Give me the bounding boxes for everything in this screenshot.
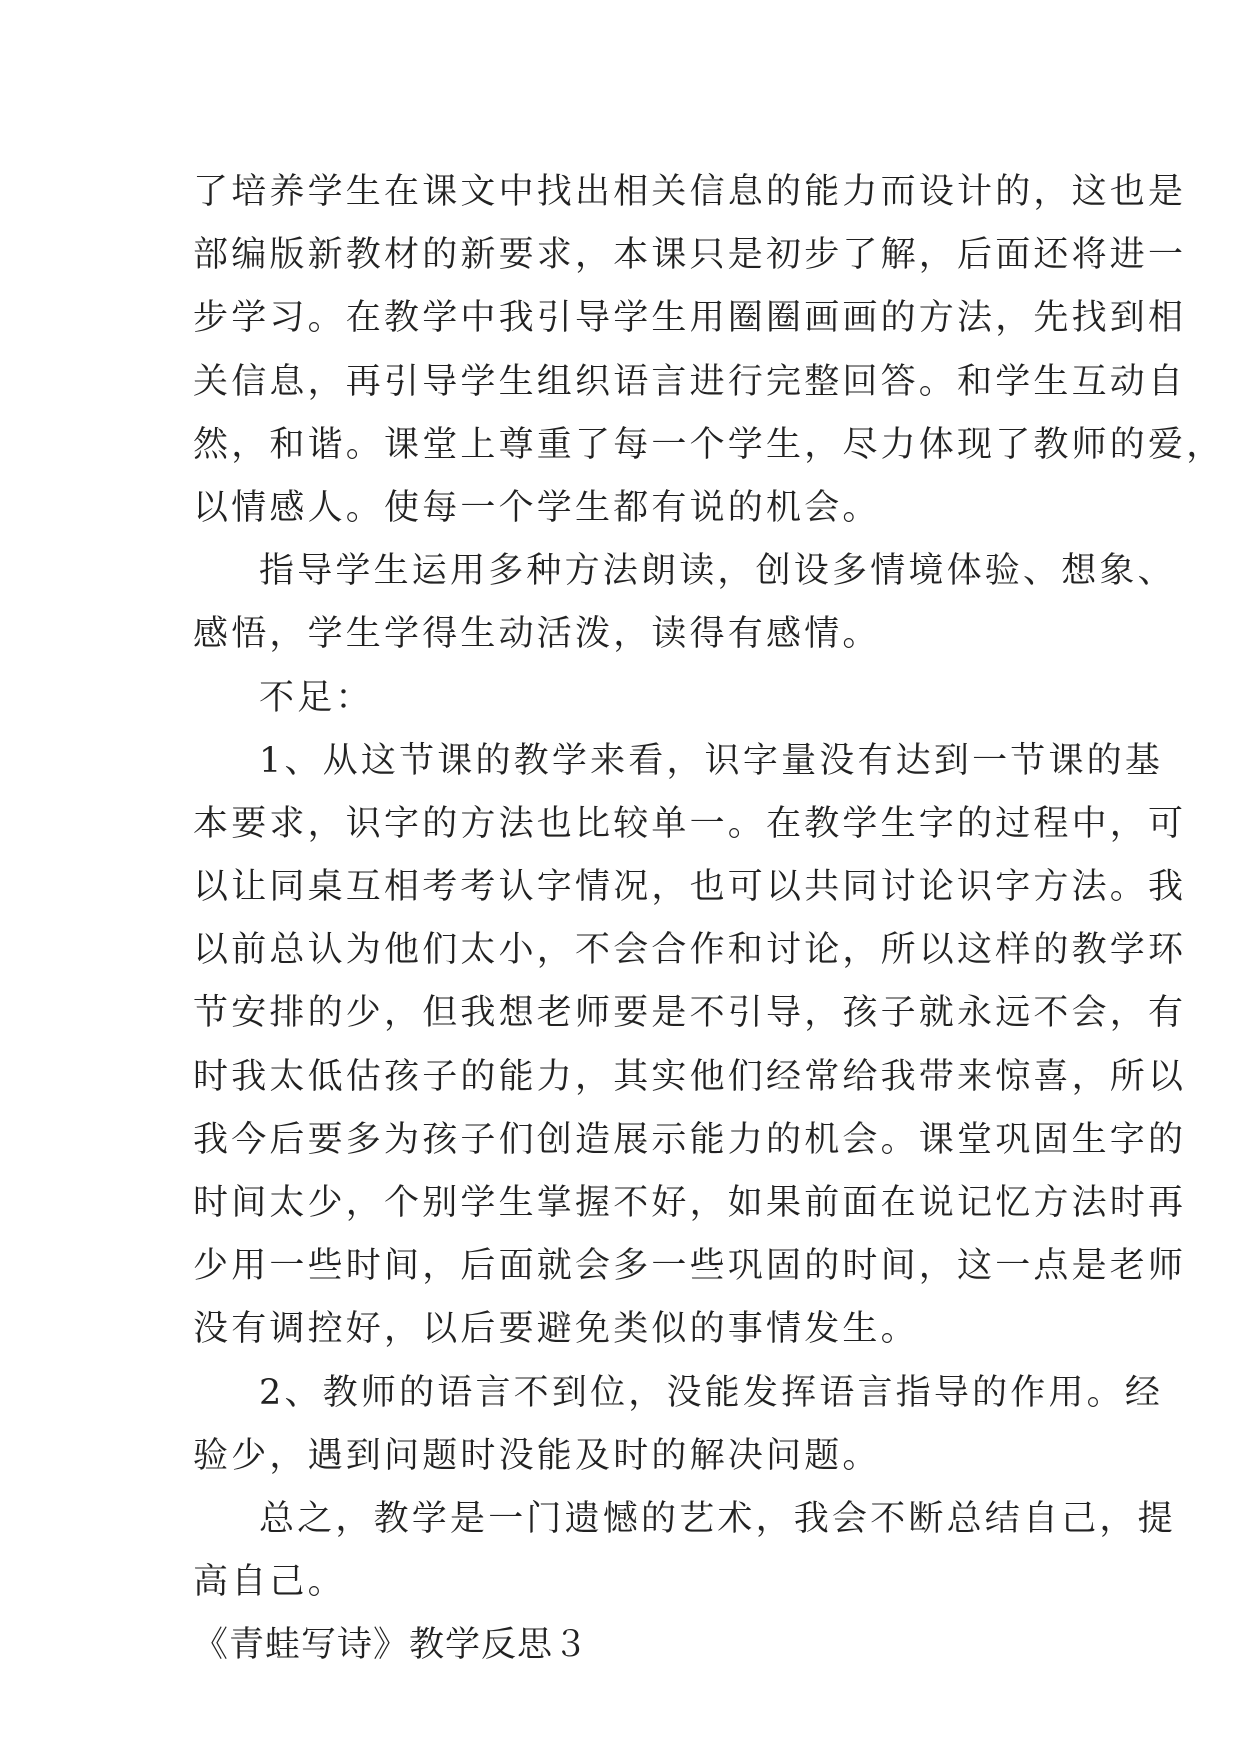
paragraph-line: 感悟，学生学得生动活泼，读得有感情。 [193, 614, 881, 655]
paragraph-line: 然，和谐。课堂上尊重了每一个学生，尽力体现了教师的爱， [193, 424, 1225, 465]
paragraph-line: 少用一些时间，后面就会多一些巩固的时间，这一点是老师 [193, 1246, 1187, 1287]
paragraph-line: 部编版新教材的新要求，本课只是初步了解，后面还将进一 [193, 235, 1187, 276]
paragraph-line: 指导学生运用多种方法朗读，创设多情境体验、想象、 [259, 551, 1176, 592]
section-heading: 《青蛙写诗》教学反思３ [193, 1625, 590, 1666]
paragraph-line: 我今后要多为孩子们创造展示能力的机会。课堂巩固生字的 [193, 1119, 1187, 1160]
paragraph-line: 以前总认为他们太小，不会合作和讨论，所以这样的教学环 [193, 930, 1187, 971]
paragraph-line: 高自己。 [193, 1562, 346, 1603]
paragraph-line: 总之，教学是一门遗憾的艺术，我会不断总结自己，提 [259, 1498, 1176, 1539]
paragraph-line: 以情感人。使每一个学生都有说的机会。 [193, 487, 881, 528]
paragraph-line: 1、从这节课的教学来看，识字量没有达到一节课的基 [259, 740, 1164, 781]
paragraph-line: 没有调控好，以后要避免类似的事情发生。 [193, 1309, 919, 1350]
paragraph-line: 关信息，再引导学生组织语言进行完整回答。和学生互动自 [193, 361, 1187, 402]
document-page [193, 161, 1225, 1678]
paragraph-line: 时间太少，个别学生掌握不好，如果前面在说记忆方法时再 [193, 1183, 1187, 1223]
paragraph-line: 时我太低估孩子的能力，其实他们经常给我带来惊喜，所以 [193, 1056, 1187, 1097]
paragraph-line: 步学习。在教学中我引导学生用圈圈画画的方法，先找到相 [193, 298, 1187, 339]
paragraph-line: 本要求，识字的方法也比较单一。在教学生字的过程中，可 [193, 803, 1187, 844]
section-label-shortcomings: 不足： [259, 677, 374, 718]
paragraph-line: 2、教师的语言不到位，没能发挥语言指导的作用。经 [259, 1372, 1164, 1413]
paragraph-line: 了培养学生在课文中找出相关信息的能力而设计的，这也是 [193, 172, 1187, 212]
paragraph-line: 验少，遇到问题时没能及时的解决问题。 [193, 1435, 881, 1476]
paragraph-line: 以让同桌互相考考认字情况，也可以共同讨论识字方法。我 [193, 867, 1187, 908]
paragraph-line: 节安排的少，但我想老师要是不引导，孩子就永远不会，有 [193, 993, 1187, 1034]
